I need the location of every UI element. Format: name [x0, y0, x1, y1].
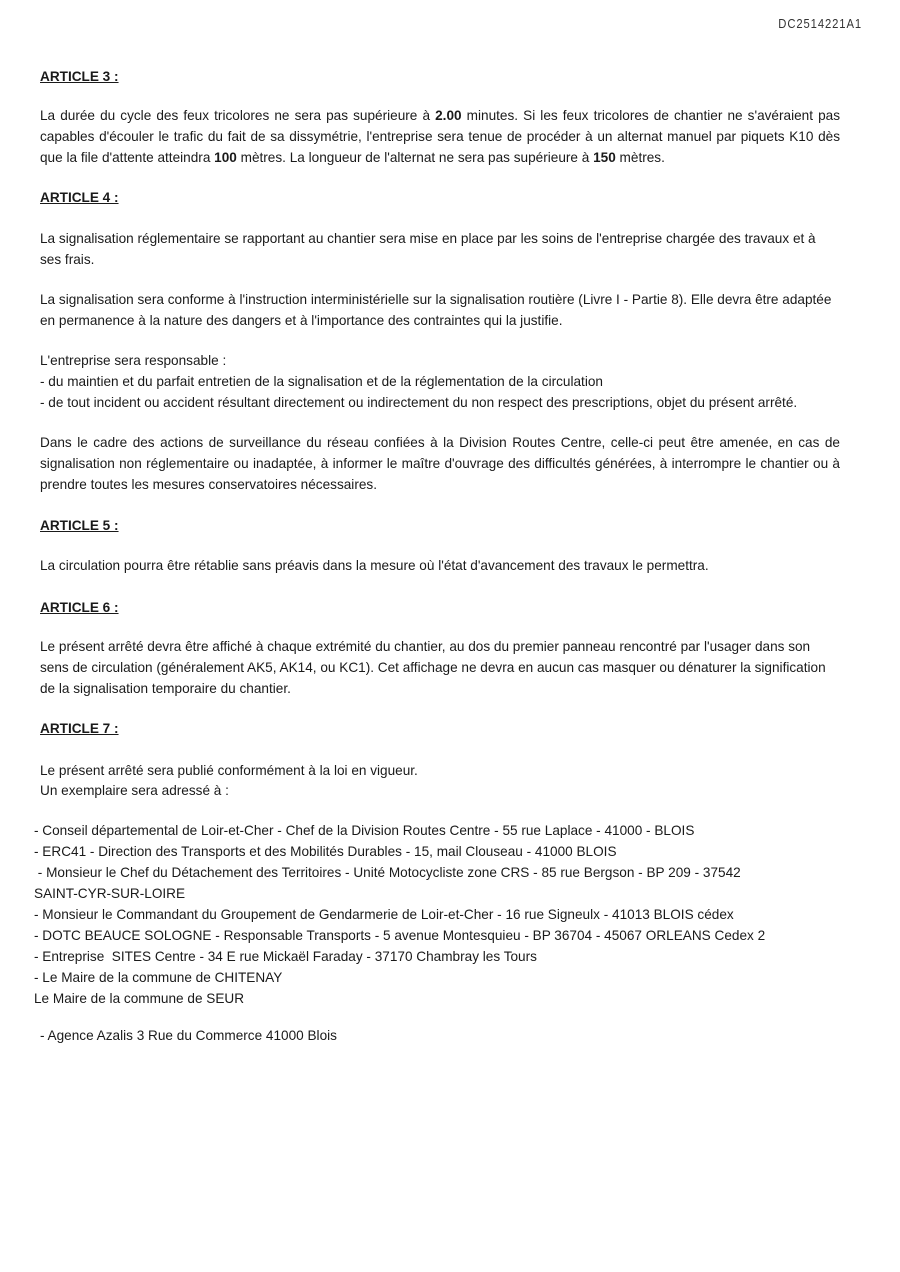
article-4-list-item: - du maintien et du parfait entretien de la signalisation et de la réglementation de la circulation	[40, 374, 603, 389]
recipients-list	[34, 820, 834, 1009]
article-7-line-2: Un exemplaire sera adressé à :	[40, 783, 229, 798]
article-6-paragraph: Le présent arrêté devra être affiché à chaque extrémité du chantier, au dos du premier panneau rencontré par l'usager dans son sens de circulation (généralement AK5, AK14, ou KC1). Cet affichage ne devra en aucun cas masquer ou dénaturer la signification de la signalisation temporaire du chantier.	[40, 639, 826, 696]
recipient-item: - Monsieur le Commandant du Groupement de Gendarmerie de Loir-et-Cher - 16 rue Signeulx - 41013 BLOIS cédex	[34, 907, 734, 922]
article-4-list-item: - de tout incident ou accident résultant directement ou indirectement du non respect des prescriptions, objet du présent arrêté.	[40, 395, 798, 410]
cycle-duration-value: 2.00	[435, 108, 462, 123]
recipient-item-last: - Agence Azalis 3 Rue du Commerce 41000 Blois	[40, 1028, 337, 1043]
document-reference: DC2514221A1	[778, 17, 862, 31]
article-3-text-part: mètres. La longueur de l'alternat ne sera pas supérieure à	[236, 150, 594, 165]
article-5-heading: ARTICLE 5 :	[40, 518, 119, 533]
recipient-item: - Le Maire de la commune de CHITENAY	[34, 970, 283, 985]
article-4-paragraph-4: Dans le cadre des actions de surveillance du réseau confiées à la Division Routes Centre, celle-ci peut être amenée, en cas de signalisation non réglementaire ou inadaptée, à informer le maître d'ouvrage des difficultés générées, à interrompre le chantier ou à prendre toutes les mesures conservatoires nécessaires.	[40, 435, 840, 492]
recipient-item: - Monsieur le Chef du Détachement des Territoires - Unité Motocycliste zone CRS - 85 rue Bergson - BP 209 - 37542	[34, 865, 741, 880]
article-7-line-1: Le présent arrêté sera publié conformément à la loi en vigueur.	[40, 763, 418, 778]
alternat-length-value: 150	[593, 150, 616, 165]
article-4-paragraph-1: La signalisation réglementaire se rapportant au chantier sera mise en place par les soins de l'entreprise chargée des travaux et à ses frais.	[40, 231, 816, 267]
recipient-item: SAINT-CYR-SUR-LOIRE	[34, 886, 186, 901]
article-3-text-part: La durée du cycle des feux tricolores ne sera pas supérieure à	[40, 108, 436, 123]
recipient-item: - ERC41 - Direction des Transports et des Mobilités Durables - 15, mail Clouseau - 41000 BLOIS	[34, 844, 617, 859]
recipient-item: Le Maire de la commune de SEUR	[34, 991, 245, 1006]
recipient-item: - Conseil départemental de Loir-et-Cher - Chef de la Division Routes Centre - 55 rue Laplace - 41000 - BLOIS	[34, 823, 695, 838]
recipient-item: - DOTC BEAUCE SOLOGNE - Responsable Transports - 5 avenue Montesquieu - BP 36704 - 45067 ORLEANS Cedex 2	[34, 928, 766, 943]
article-4-responsible-intro: L'entreprise sera responsable :	[40, 353, 227, 368]
article-3-heading: ARTICLE 3 :	[40, 69, 119, 84]
article-4-heading: ARTICLE 4 :	[40, 190, 119, 205]
article-4-paragraph-2: La signalisation sera conforme à l'instruction interministérielle sur la signalisation routière (Livre I - Partie 8). Elle devra être adaptée en permanence à la nature des dangers et à l'importance des contraintes qui la justifie.	[40, 292, 832, 328]
article-3-text	[40, 105, 840, 168]
recipient-item: - Entreprise SITES Centre - 34 E rue Mickaël Faraday - 37170 Chambray les Tours	[34, 949, 537, 964]
queue-length-value: 100	[214, 150, 237, 165]
article-7-heading: ARTICLE 7 :	[40, 721, 119, 736]
article-3-text-part: minutes. Si les feux tricolores de chantier ne s'avéraient pas capables d'écouler le trafic du fait de sa dissymétrie, l'entreprise sera tenue de procéder à un alternat manuel par piquets K10 dès que la file d'attente atteindra	[40, 108, 840, 165]
article-6-heading: ARTICLE 6 :	[40, 600, 119, 615]
article-3-text-part: mètres.	[615, 150, 665, 165]
article-5-paragraph: La circulation pourra être rétablie sans préavis dans la mesure où l'état d'avancement des travaux le permettra.	[40, 558, 709, 573]
